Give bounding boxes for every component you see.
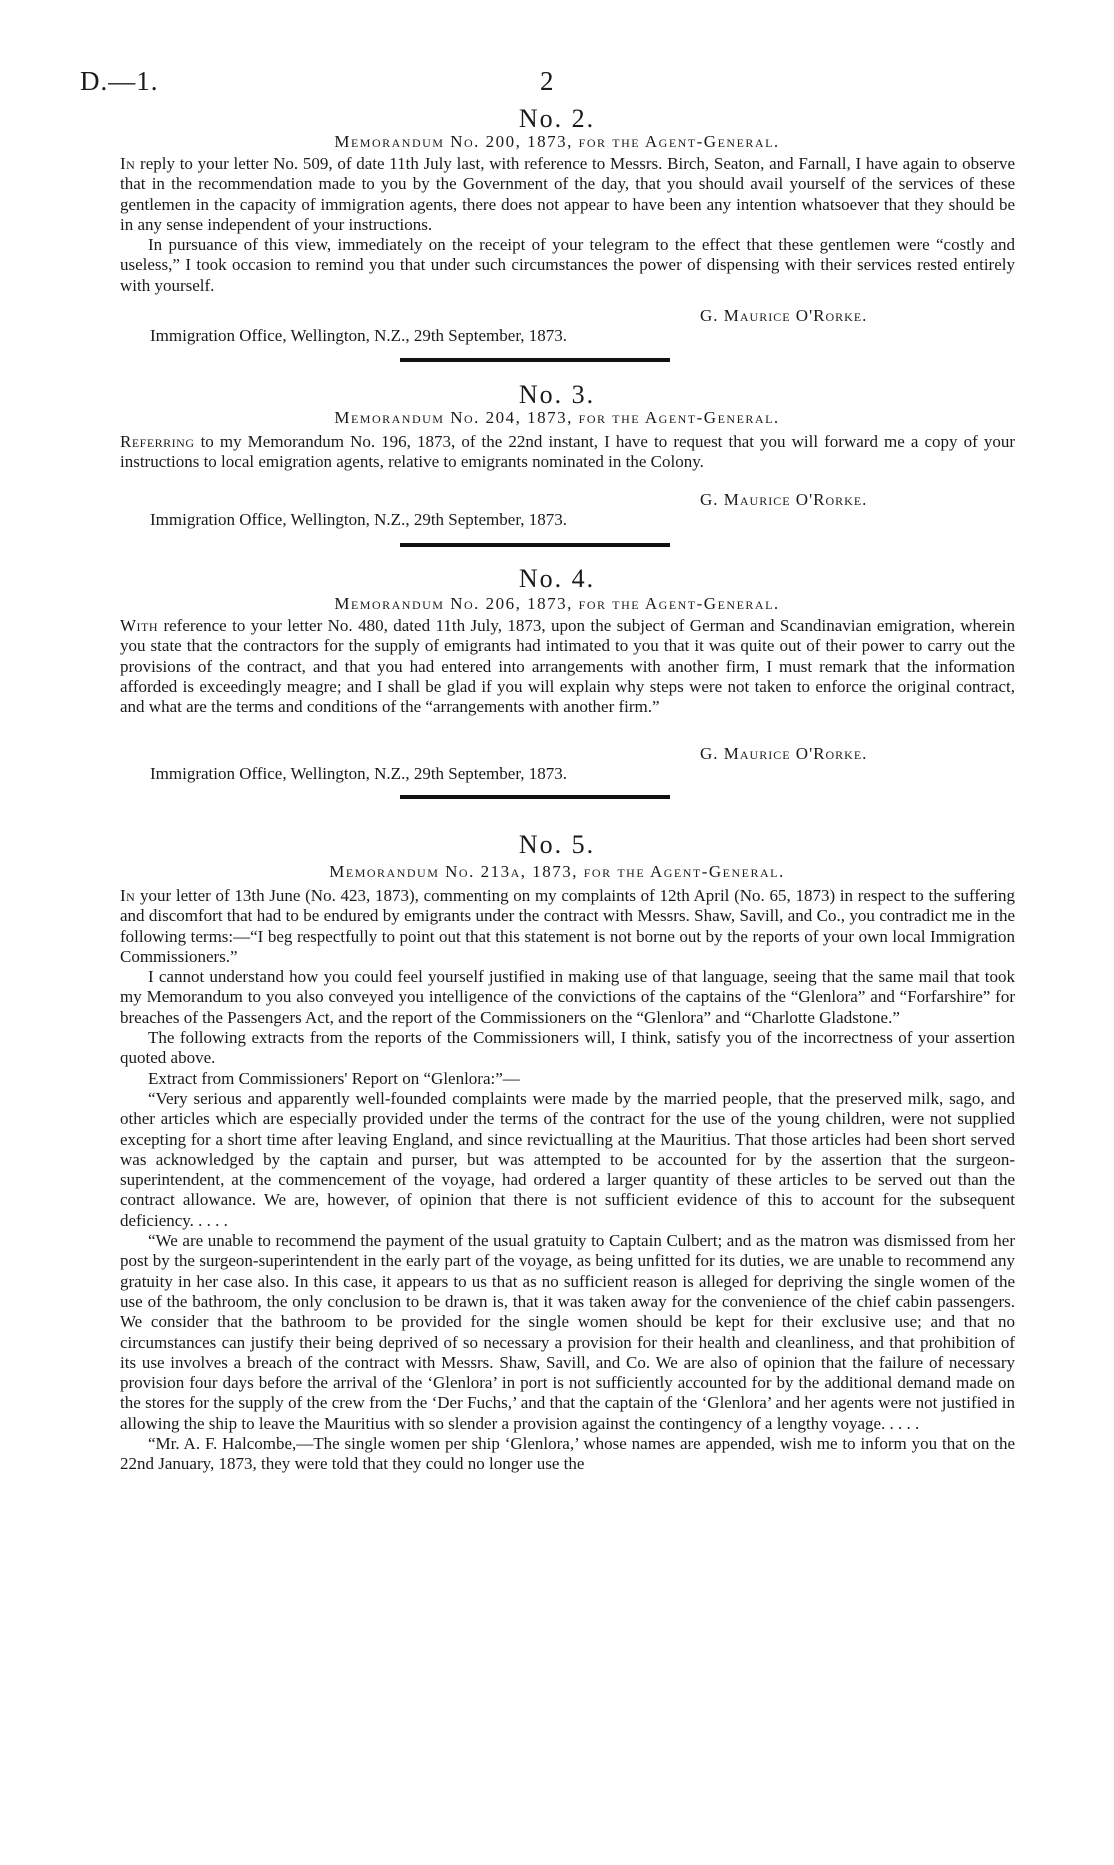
lead-word: In bbox=[120, 154, 136, 173]
paragraph bbox=[120, 886, 1015, 967]
memorandum-body bbox=[120, 154, 1015, 296]
section-number: No. 5. bbox=[518, 830, 596, 859]
section-number: No. 4. bbox=[518, 564, 596, 593]
memorandum-body bbox=[120, 886, 1015, 1475]
lead-word: In bbox=[120, 886, 136, 905]
paragraph-text: to my Memorandum No. 196, 1873, of the 22nd instant, I have to request that you will forward me a copy of your instructions to local emigration agents, relative to emigrants nominated in the Colony. bbox=[120, 432, 1015, 472]
signature: G. Maurice O'Rorke. bbox=[700, 490, 868, 509]
section-divider bbox=[400, 795, 670, 799]
paragraph-text: your letter of 13th June (No. 423, 1873), commenting on my complaints of 12th April (No. 65, 1873) in respect to the suffering and discomfort that had to be endured by emigrants under the contract with Messrs. Shaw, Savill, and Co., you contradict me in the following terms:—“I beg respectfully to point out that this statement is not borne out by the reports of your own local Immigration Commissioners.” bbox=[120, 886, 1015, 966]
paragraph: Extract from Commissioners' Report on “Glenlora:”— bbox=[148, 1068, 520, 1088]
section-number: No. 3. bbox=[518, 380, 596, 409]
document-reference: D.—1. bbox=[80, 66, 159, 96]
quoted-paragraph: “We are unable to recommend the payment of the usual gratuity to Captain Culbert; and as the matron was dismissed from her post by the surgeon-superintendent in the early part of the voyage, as being unfitted for its duties, we are unable to recommend any gratuity in her case also. In this case, it appears to us that as no sufficient reason is alleged for depriving the single women of the use of the bathroom, the only conclusion to be drawn is, that it was taken away for the convenience of the chief cabin passengers. We consider that the bathroom to be provided for the single women should be kept for their exclusive use; and that no circumstances can justify their being deprived of so necessary a provision for their health and cleanliness, and that prohibition of its use involves a breach of the contract with Messrs. Shaw, Savill, and Co. We are also of opinion that the failure of necessary provision four days before the arrival of the ‘Glenlora’ in port is not sufficiently accounted for by the additional demand made on the stores for the supply of the crew from the ‘Der Fuchs,’ and that the captain of the ‘Glenlora’ and her agents were not justified in allowing the ship to leave the Mauritius with so slender a provision against the contingency of a lengthy voyage. . . . . bbox=[120, 1231, 1015, 1433]
paragraph: In pursuance of this view, immediately on the receipt of your telegram to the effect that these gentlemen were “costly and useless,” I took occasion to remind you that under such circumstances the power of dispensing with their services rested entirely with yourself. bbox=[120, 235, 1015, 295]
quoted-paragraph: “Mr. A. F. Halcombe,—The single women per ship ‘Glenlora,’ whose names are appended, wish me to inform you that on the 22nd January, 1873, they were told that they could no longer use the bbox=[120, 1434, 1015, 1474]
memorandum-heading: Memorandum No. 204, 1873, for the Agent-General. bbox=[334, 408, 780, 427]
quoted-paragraph: “Very serious and apparently well-founded complaints were made by the married people, that the preserved milk, sago, and other articles which are especially provided under the terms of the contract for the use of the young children, were not supplied excepting for a short time after leaving England, and since revictualling at the Mauritius. That those articles had been short served was acknowledged by the captain and purser, but was attempted to be accounted for by the assertion that the surgeon-superintendent, at the commencement of the voyage, had ordered a larger quantity of these articles to be served out than the contract allowance. We are, however, of opinion that there is not sufficient evidence of this to account for the subsequent deficiency. . . . . bbox=[120, 1088, 1015, 1230]
paragraph: I cannot understand how you could feel yourself justified in making use of that language, seeing that the same mail that took my Memorandum to you also conveyed you intelligence of the convictions of the captains of the “Glenlora” and “Forfarshire” for breaches of the Passengers Act, and the report of the Commissioners on the “Glenlora” and “Charlotte Gladstone.” bbox=[120, 967, 1015, 1027]
signature: G. Maurice O'Rorke. bbox=[700, 744, 868, 763]
signature: G. Maurice O'Rorke. bbox=[700, 306, 868, 325]
memorandum-heading: Memorandum No. 200, 1873, for the Agent-General. bbox=[334, 132, 780, 151]
place-date: Immigration Office, Wellington, N.Z., 29th September, 1873. bbox=[150, 764, 568, 783]
section-divider bbox=[400, 358, 670, 362]
paragraph bbox=[120, 616, 1015, 717]
page-number: 2 bbox=[540, 66, 554, 96]
memorandum-heading: Memorandum No. 213a, 1873, for the Agent-General. bbox=[329, 862, 785, 881]
memorandum-body bbox=[120, 616, 1015, 717]
paragraph bbox=[120, 154, 1015, 235]
paragraph bbox=[120, 432, 1015, 473]
section-divider bbox=[400, 543, 670, 547]
memorandum-body bbox=[120, 432, 1015, 473]
memorandum-heading: Memorandum No. 206, 1873, for the Agent-General. bbox=[334, 594, 780, 613]
lead-word: With bbox=[120, 616, 159, 635]
place-date: Immigration Office, Wellington, N.Z., 29th September, 1873. bbox=[150, 326, 568, 345]
paragraph-text: reply to your letter No. 509, of date 11th July last, with reference to Messrs. Birch, Seaton, and Farnall, I have again to observe that in the recommendation made to you by the Government of the day, that you should avail yourself of the services of these gentlemen in the capacity of immigration agents, there does not appear to have been any intention whatsoever that they should be in any sense independent of your instructions. bbox=[120, 154, 1015, 234]
paragraph-text: reference to your letter No. 480, dated 11th July, 1873, upon the subject of German and Scandinavian emigration, wherein you state that the contractors for the supply of emigrants had intimated to you that it was quite out of their power to carry out the provisions of the contract, and that you had entered into arrangements with another firm, I must remark that the information afforded is exceedingly meagre; and I shall be glad if you will explain why steps were not taken to enforce the original contract, and what are the terms and conditions of the “arrangements with another firm.” bbox=[120, 616, 1015, 717]
paragraph: The following extracts from the reports of the Commissioners will, I think, satisfy you of the incorrectness of your assertion quoted above. bbox=[120, 1028, 1015, 1068]
section-number: No. 2. bbox=[518, 104, 596, 133]
lead-word: Referring bbox=[120, 432, 195, 451]
place-date: Immigration Office, Wellington, N.Z., 29th September, 1873. bbox=[150, 510, 568, 529]
